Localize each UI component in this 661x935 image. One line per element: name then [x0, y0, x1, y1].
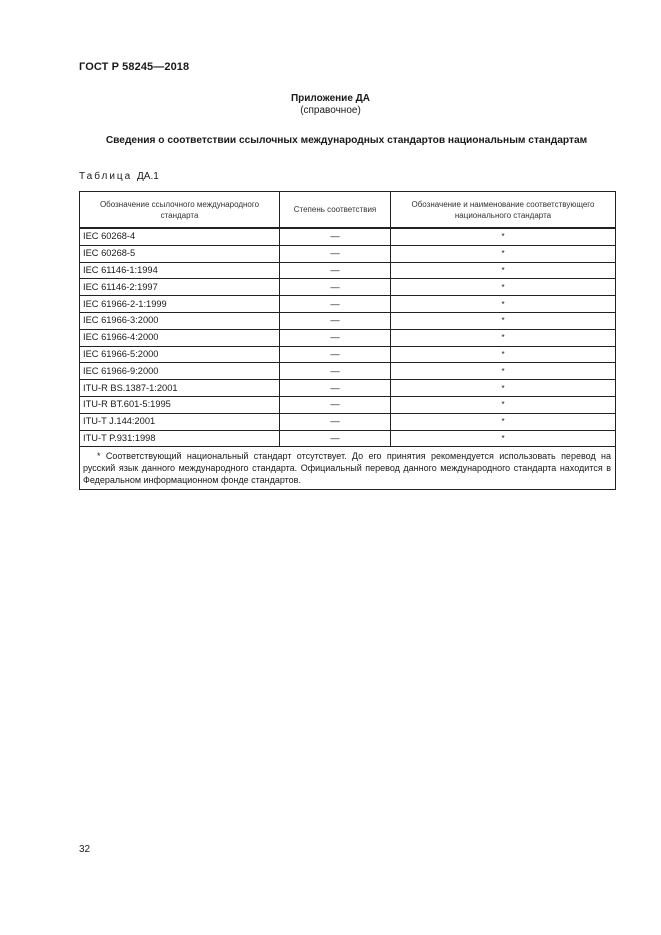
header-degree: Степень соответствия [280, 192, 391, 229]
table-caption-number: ДА.1 [137, 171, 159, 182]
intl-standard-cell: IEC 61966-9:2000 [80, 363, 280, 380]
degree-cell: — [280, 279, 391, 296]
header-national-standard: Обозначение и наименование соответствующего национального стандарта [391, 192, 616, 229]
degree-cell: — [280, 413, 391, 430]
national-standard-cell: * [391, 346, 616, 363]
degree-cell: — [280, 380, 391, 397]
intl-standard-cell: IEC 61146-2:1997 [80, 279, 280, 296]
national-standard-cell: * [391, 329, 616, 346]
table-body [80, 228, 616, 447]
table-row [80, 380, 616, 397]
table-header-row [80, 192, 616, 229]
appendix-title: Приложение ДА [290, 93, 371, 104]
national-standard-cell: * [391, 296, 616, 313]
intl-standard-cell: ITU-R BS.1387-1:2001 [80, 380, 280, 397]
document-code: ГОСТ Р 58245—2018 [79, 61, 190, 73]
degree-cell: — [280, 245, 391, 262]
table-footnote: * Соответствующий национальный стандарт отсутствует. До его принятия рекомендуется использовать перевод на русский язык данного международного стандарта. Официальный перевод данного международного стандарта находится в Федеральном информационном фонде стандартов. [80, 447, 616, 490]
page-number: 32 [79, 844, 91, 855]
intl-standard-cell: IEC 61966-4:2000 [80, 329, 280, 346]
table-row [80, 329, 616, 346]
header-intl-standard: Обозначение ссылочного международного стандарта [80, 192, 280, 229]
table-row [80, 279, 616, 296]
national-standard-cell: * [391, 430, 616, 447]
national-standard-cell: * [391, 413, 616, 430]
degree-cell: — [280, 312, 391, 329]
section-title: Сведения о соответствии ссылочных международных стандартов национальным стандартам [105, 135, 588, 146]
table-row [80, 296, 616, 313]
national-standard-cell: * [391, 228, 616, 245]
table-row [80, 346, 616, 363]
intl-standard-cell: ITU-T P.931:1998 [80, 430, 280, 447]
intl-standard-cell: IEC 60268-4 [80, 228, 280, 245]
intl-standard-cell: IEC 61966-5:2000 [80, 346, 280, 363]
correspondence-table [79, 191, 616, 490]
table-row [80, 413, 616, 430]
appendix-heading [0, 93, 661, 117]
appendix-subtitle: (справочное) [300, 105, 361, 116]
table-row [80, 228, 616, 245]
national-standard-cell: * [391, 380, 616, 397]
intl-standard-cell: IEC 60268-5 [80, 245, 280, 262]
intl-standard-cell: IEC 61146-1:1994 [80, 262, 280, 279]
national-standard-cell: * [391, 363, 616, 380]
footnote-row [80, 447, 616, 490]
intl-standard-cell: ITU-T J.144:2001 [80, 413, 280, 430]
table-row [80, 245, 616, 262]
table-row [80, 363, 616, 380]
degree-cell: — [280, 296, 391, 313]
table-caption [79, 171, 159, 182]
national-standard-cell: * [391, 262, 616, 279]
degree-cell: — [280, 363, 391, 380]
national-standard-cell: * [391, 245, 616, 262]
table-caption-label: Таблица [79, 171, 133, 182]
degree-cell: — [280, 262, 391, 279]
degree-cell: — [280, 396, 391, 413]
national-standard-cell: * [391, 312, 616, 329]
table-row [80, 312, 616, 329]
national-standard-cell: * [391, 279, 616, 296]
table-row [80, 396, 616, 413]
degree-cell: — [280, 228, 391, 245]
national-standard-cell: * [391, 396, 616, 413]
degree-cell: — [280, 329, 391, 346]
table-row [80, 430, 616, 447]
degree-cell: — [280, 346, 391, 363]
intl-standard-cell: ITU-R BT.601-5:1995 [80, 396, 280, 413]
intl-standard-cell: IEC 61966-2-1:1999 [80, 296, 280, 313]
degree-cell: — [280, 430, 391, 447]
table-row [80, 262, 616, 279]
intl-standard-cell: IEC 61966-3:2000 [80, 312, 280, 329]
